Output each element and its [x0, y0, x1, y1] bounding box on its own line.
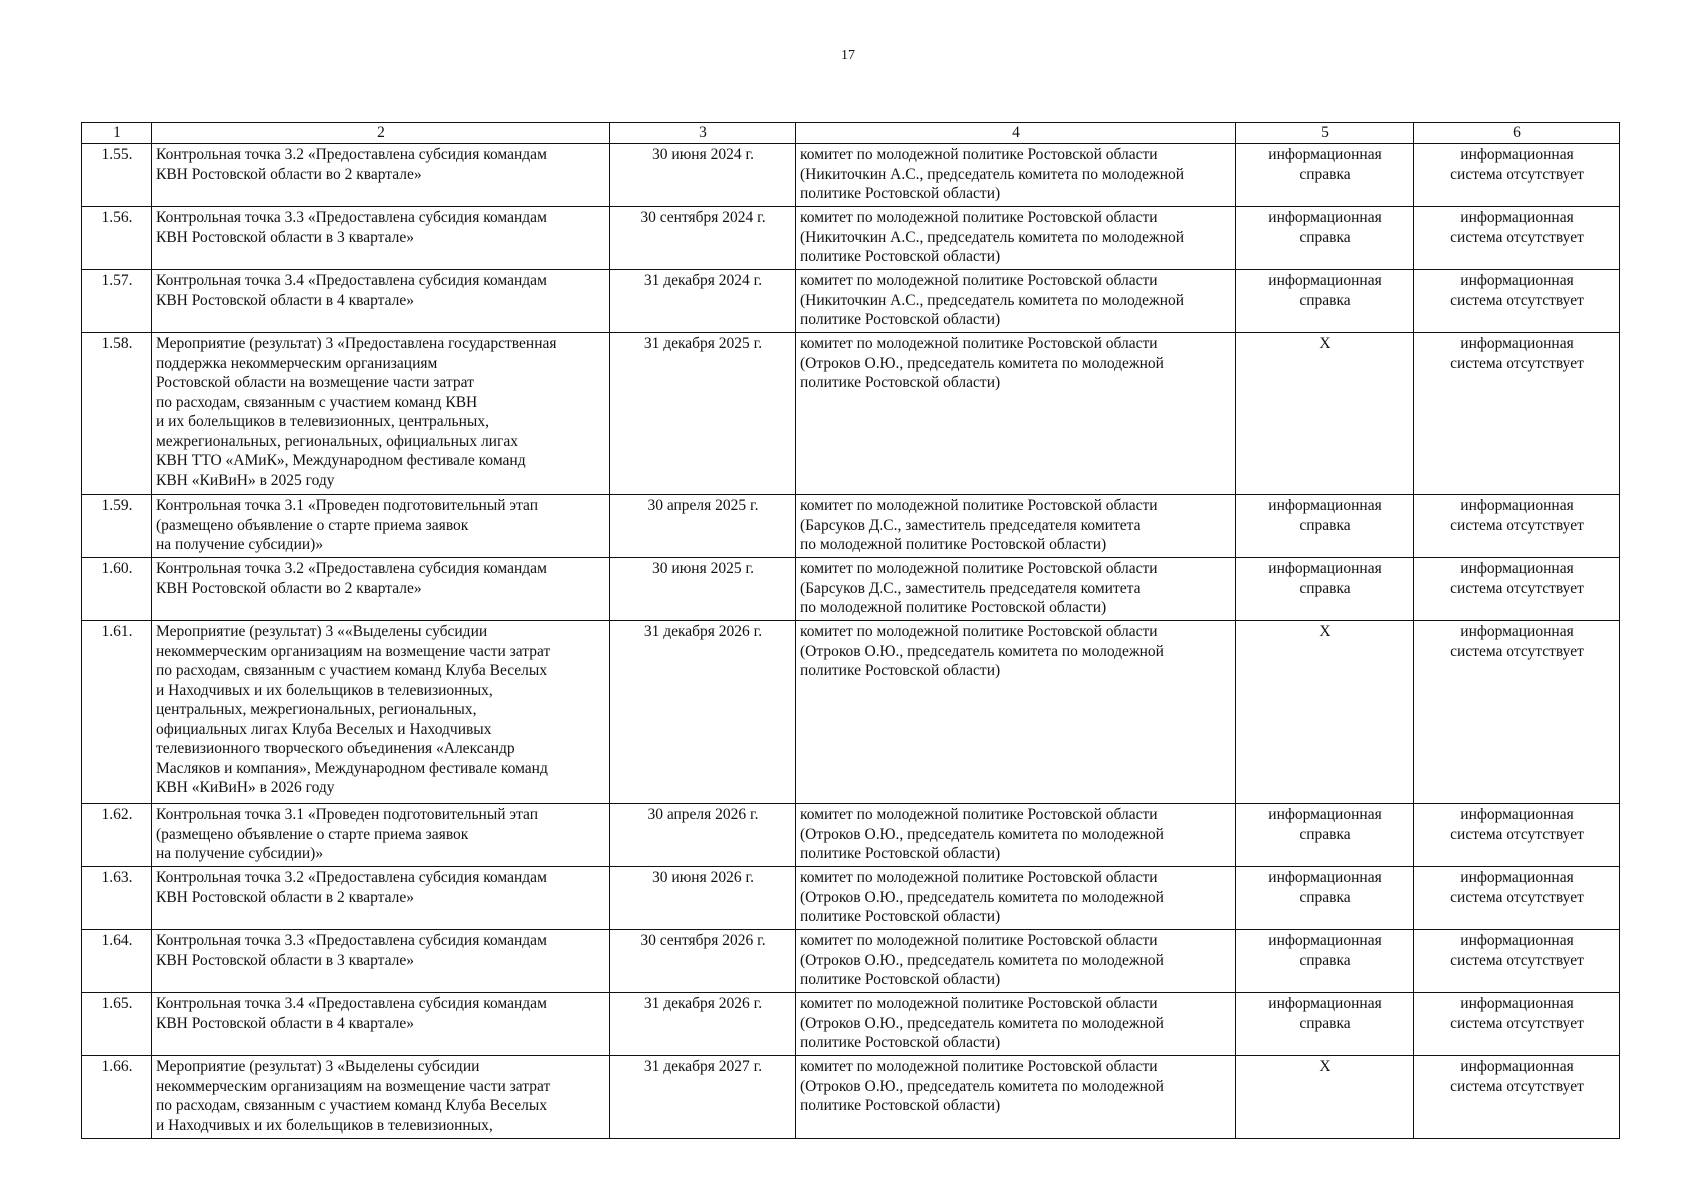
- table-row: [82, 558, 1620, 621]
- row-name: Контрольная точка 3.4 «Предоставлена субсидия командам КВН Ростовской области в 4 квартале»: [152, 993, 610, 1056]
- row-number: 1.55.: [82, 144, 152, 207]
- plan-table: [81, 122, 1620, 1139]
- table-row: [82, 207, 1620, 270]
- row-responsible: комитет по молодежной политике Ростовской области (Отроков О.Ю., председатель комитета по молодежной политике Ростовской области): [796, 1056, 1236, 1139]
- row-responsible: комитет по молодежной политике Ростовской области (Отроков О.Ю., председатель комитета по молодежной политике Ростовской области): [796, 993, 1236, 1056]
- row-number: 1.64.: [82, 930, 152, 993]
- row-system: информационная система отсутствует: [1414, 993, 1620, 1056]
- row-name: Контрольная точка 3.3 «Предоставлена субсидия командам КВН Ростовской области в 3 квартале»: [152, 207, 610, 270]
- row-number: 1.63.: [82, 867, 152, 930]
- row-date: 31 декабря 2026 г.: [610, 993, 796, 1056]
- row-number: 1.57.: [82, 270, 152, 333]
- row-document: информационная справка: [1236, 993, 1414, 1056]
- row-system: информационная система отсутствует: [1414, 930, 1620, 993]
- row-system: информационная система отсутствует: [1414, 1056, 1620, 1139]
- row-document: информационная справка: [1236, 207, 1414, 270]
- row-document: информационная справка: [1236, 270, 1414, 333]
- header-col-1: 1: [82, 123, 152, 144]
- row-system: информационная система отсутствует: [1414, 558, 1620, 621]
- row-responsible: комитет по молодежной политике Ростовской области (Отроков О.Ю., председатель комитета по молодежной политике Ростовской области): [796, 930, 1236, 993]
- row-date: 30 апреля 2025 г.: [610, 495, 796, 558]
- row-responsible: комитет по молодежной политике Ростовской области (Барсуков Д.С., заместитель председателя комитета по молодежной политике Ростовской области): [796, 495, 1236, 558]
- row-document: информационная справка: [1236, 867, 1414, 930]
- row-date: 31 декабря 2026 г.: [610, 621, 796, 804]
- table-row: [82, 867, 1620, 930]
- row-system: информационная система отсутствует: [1414, 867, 1620, 930]
- row-document: информационная справка: [1236, 495, 1414, 558]
- row-date: 31 декабря 2024 г.: [610, 270, 796, 333]
- row-number: 1.65.: [82, 993, 152, 1056]
- table-row: [82, 270, 1620, 333]
- row-date: 30 июня 2024 г.: [610, 144, 796, 207]
- row-number: 1.60.: [82, 558, 152, 621]
- row-name: Контрольная точка 3.1 «Проведен подготовительный этап (размещено объявление о старте приема заявок на получение субсидии)»: [152, 804, 610, 867]
- row-name: Контрольная точка 3.2 «Предоставлена субсидия командам КВН Ростовской области во 2 квартале»: [152, 558, 610, 621]
- table-row: [82, 804, 1620, 867]
- row-system: информационная система отсутствует: [1414, 207, 1620, 270]
- row-responsible: комитет по молодежной политике Ростовской области (Отроков О.Ю., председатель комитета по молодежной политике Ростовской области): [796, 333, 1236, 495]
- row-number: 1.56.: [82, 207, 152, 270]
- row-document: информационная справка: [1236, 930, 1414, 993]
- header-col-5: 5: [1236, 123, 1414, 144]
- row-system: информационная система отсутствует: [1414, 333, 1620, 495]
- row-date: 30 апреля 2026 г.: [610, 804, 796, 867]
- row-date: 30 июня 2025 г.: [610, 558, 796, 621]
- table-row: [82, 993, 1620, 1056]
- row-number: 1.62.: [82, 804, 152, 867]
- header-col-3: 3: [610, 123, 796, 144]
- row-date: 31 декабря 2025 г.: [610, 333, 796, 495]
- row-date: 31 декабря 2027 г.: [610, 1056, 796, 1139]
- row-name: Контрольная точка 3.2 «Предоставлена субсидия командам КВН Ростовской области в 2 квартале»: [152, 867, 610, 930]
- row-name: Мероприятие (результат) 3 «Выделены субсидии некоммерческим организациям на возмещение части затрат по расходам, связанным с участием команд Клуба Веселых и Находчивых и их болельщиков в телевизионных,: [152, 1056, 610, 1139]
- table-row: [82, 144, 1620, 207]
- row-system: информационная система отсутствует: [1414, 495, 1620, 558]
- row-document: Х: [1236, 621, 1414, 804]
- row-document: информационная справка: [1236, 558, 1414, 621]
- row-document: информационная справка: [1236, 804, 1414, 867]
- row-name: Контрольная точка 3.3 «Предоставлена субсидия командам КВН Ростовской области в 3 квартале»: [152, 930, 610, 993]
- row-name: Контрольная точка 3.1 «Проведен подготовительный этап (размещено объявление о старте приема заявок на получение субсидии)»: [152, 495, 610, 558]
- row-system: информационная система отсутствует: [1414, 270, 1620, 333]
- row-responsible: комитет по молодежной политике Ростовской области (Никиточкин А.С., председатель комитета по молодежной политике Ростовской области): [796, 144, 1236, 207]
- header-col-6: 6: [1414, 123, 1620, 144]
- row-number: 1.58.: [82, 333, 152, 495]
- row-document: Х: [1236, 333, 1414, 495]
- table-row: [82, 621, 1620, 804]
- row-system: информационная система отсутствует: [1414, 804, 1620, 867]
- row-responsible: комитет по молодежной политике Ростовской области (Отроков О.Ю., председатель комитета по молодежной политике Ростовской области): [796, 621, 1236, 804]
- header-col-4: 4: [796, 123, 1236, 144]
- row-name: Мероприятие (результат) 3 «Предоставлена государственная поддержка некоммерческим организациям Ростовской области на возмещение части затрат по расходам, связанным с участием команд КВН и их болельщиков в телевизионных, центральных, межрегиональных, региональных, официальных лигах КВН ТТО «АМиК», Международном фестивале команд КВН «КиВиН» в 2025 году: [152, 333, 610, 495]
- row-system: информационная система отсутствует: [1414, 144, 1620, 207]
- table-row: [82, 333, 1620, 495]
- page-number: 17: [841, 48, 855, 63]
- header-col-2: 2: [152, 123, 610, 144]
- row-responsible: комитет по молодежной политике Ростовской области (Отроков О.Ю., председатель комитета по молодежной политике Ростовской области): [796, 804, 1236, 867]
- row-name: Контрольная точка 3.2 «Предоставлена субсидия командам КВН Ростовской области во 2 квартале»: [152, 144, 610, 207]
- row-number: 1.61.: [82, 621, 152, 804]
- row-name: Мероприятие (результат) 3 ««Выделены субсидии некоммерческим организациям на возмещение части затрат по расходам, связанным с участием команд Клуба Веселых и Находчивых и их болельщиков в телевизионных, центральных, межрегиональных, региональных, официальных лигах Клуба Веселых и Находчивых телевизионного творческого объединения «Александр Масляков и компания», Международном фестивале команд КВН «КиВиН» в 2026 году: [152, 621, 610, 804]
- row-date: 30 июня 2026 г.: [610, 867, 796, 930]
- row-date: 30 сентября 2026 г.: [610, 930, 796, 993]
- row-number: 1.59.: [82, 495, 152, 558]
- row-responsible: комитет по молодежной политике Ростовской области (Барсуков Д.С., заместитель председателя комитета по молодежной политике Ростовской области): [796, 558, 1236, 621]
- row-responsible: комитет по молодежной политике Ростовской области (Никиточкин А.С., председатель комитета по молодежной политике Ростовской области): [796, 270, 1236, 333]
- row-system: информационная система отсутствует: [1414, 621, 1620, 804]
- row-name: Контрольная точка 3.4 «Предоставлена субсидия командам КВН Ростовской области в 4 квартале»: [152, 270, 610, 333]
- row-document: Х: [1236, 1056, 1414, 1139]
- table-row: [82, 495, 1620, 558]
- row-date: 30 сентября 2024 г.: [610, 207, 796, 270]
- table-row: [82, 1056, 1620, 1139]
- table-row: [82, 930, 1620, 993]
- row-document: информационная справка: [1236, 144, 1414, 207]
- header-row: [82, 123, 1620, 144]
- row-number: 1.66.: [82, 1056, 152, 1139]
- row-responsible: комитет по молодежной политике Ростовской области (Никиточкин А.С., председатель комитета по молодежной политике Ростовской области): [796, 207, 1236, 270]
- row-responsible: комитет по молодежной политике Ростовской области (Отроков О.Ю., председатель комитета по молодежной политике Ростовской области): [796, 867, 1236, 930]
